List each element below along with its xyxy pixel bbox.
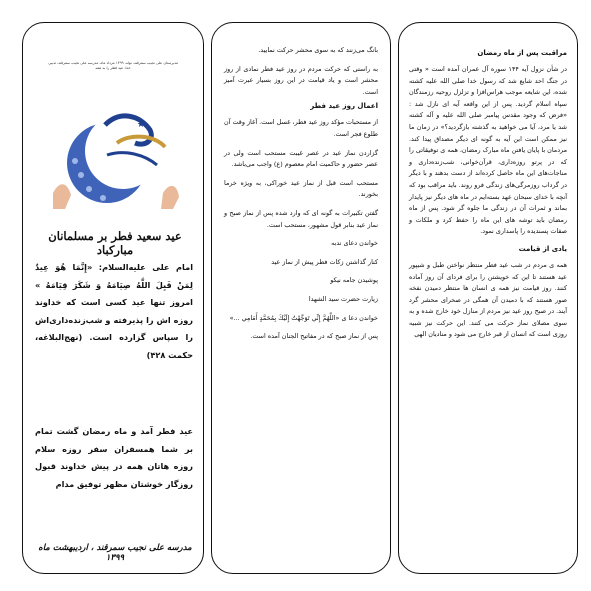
- ritual-item: پوشیدن جامه نیکو: [330, 276, 378, 285]
- banner-header-text: مدیرستان علی نجیب سمرقند، تولد، ۱۳۹۹ مرداد ماه، مدرسه علی نجیب سمرقند، تدبیر، خدا، عید فطر را به همه: [47, 61, 179, 71]
- hadith-quote: امام علی علیه‌السلام: «إِنَّمَا هُوَ عِيدٌ لِمَنْ قَبِلَ اللَّهُ صِيَامَهُ وَ شَكَرَ قِيَامَهُ » امروز تنها عید کسی است که خداوند روزه اش را پذیرفته و شب‌زنده‌داری‌اش را سپاس گزارده است. (نهج‌البلاغه، حکمت ۴۲۸): [35, 262, 193, 360]
- middle-panel: [211, 22, 391, 574]
- ritual-item: خواندن دعا ی «اللَّهُمَّ إِنِّي تَوَجَّهْتُ إِلَيْكَ بِمُحَمَّدٍ أَمَامِي ...»: [229, 313, 378, 322]
- eid-greeting-title: عید سعید فطر بر مسلمانان مبارکباد: [48, 229, 182, 257]
- eid-poem: عید فطر آمد و ماه رمضان گشت تمام بر شما همسفران سفر روزه سلام روزه هاتان همه در پیش خداوند قبول روزگار خوشتان مظهر توفیق مدام: [35, 426, 193, 489]
- eid-rituals-heading: اعمال روز عید فطر: [310, 102, 378, 111]
- resurrection-heading: یادی از قیامت: [518, 244, 567, 253]
- post-ramadan-heading: مراقبت پس از ماه رمضان: [477, 49, 567, 57]
- ritual-item: کنار گذاشتن زکات فطر پیش از نماز عید: [271, 257, 378, 266]
- ritual-item: گفتن تکبیرات به گونه ای که وارد شده پس از نماز صبح و نماز عید بنابر قول مشهور، مستحب است.: [224, 208, 378, 229]
- ritual-item: زیارت حضرت سید الشهدا: [308, 294, 378, 303]
- ritual-item: پس از نماز صبح که در مفاتیح الجنان آمده است.: [250, 332, 378, 341]
- school-signature: مدرسه علی نجیب سمرقند ، اردیبهشت ماه ۱۳۹۹: [38, 543, 192, 563]
- intro-paragraph: به راستی که حرکت مردم در روز عید فطر نمادی از روز محشر است و یاد قیامت در این روز بسیار عبرت آمیز است.: [224, 64, 378, 96]
- ritual-item: از مستحبات مؤکد روز عید فطر، غسل است. آغاز وقت آن طلوع فجر است.: [224, 118, 378, 138]
- svg-text:★: ★: [136, 120, 145, 130]
- left-panel: [22, 22, 204, 574]
- right-panel: [398, 22, 578, 574]
- eid-calligraphy-illustration: [45, 85, 185, 223]
- resurrection-paragraph: همه ی مردم در شب عید فطر منتظر نواختن طبل و شیپور عید هستند تا این که خویشتن را برای فردای آن روز آماده کنند. روز قیامت نیز همه ی انسان ها منتظر دمیدن نفخه صور هستند که با دمیدن آن همگی در صحرای محشر گرد آیند. در صبح روز عید نیز مردم از منازل خود خارج شده و به سوی مصلای نماز حرکت می کنند. این حرکت نیز شبیه روزی است که انسان از قبر خارج می شود و منادیان الهی: [409, 260, 567, 339]
- post-ramadan-paragraph: در شأن نزول آیه ۱۴۴ سوره آل عمران آمده است « وقتی در جنگ احد شایع شد که رسول خدا صلی الله علیه کشته شده، این شایعه موجب هراس‌افزا و تزلزل روحیه رزمندگان سپاه اسلام گردید. پس از این واقعه آیه ای نازل شد : «فرض که وجود مقدس پیامبر صلی الله علیه و آله کشته شد یا مرد، آیا می خواهید به گذشته بازگردید؟» در زمان ما نیز ممکن است این آیه به گونه ای دیگر مصداق پیدا کند. مردمان با پایان یافتن ماه مبارک رمضان، همه ی توفیقاتی را که در پرتو روزه‌داری، قرآن‌خوانی، شب‌زنده‌داری و مناجات‌های این ماه حاصل کرده‌اند از دست بدهند و با دیگر در گرداب روزمرگی‌های زندگی فرو روند. باید مراقب بود که آنچه با خدای سبحان عهد بسته‌ایم در ماه های دیگر نیز پایدار بماند و ثمرات آن در زندگی ما جلوه گر شود. پس از ماه رمضان باید توشه های این ماه را حفظ کرد و ملکات و صفات پسندیده را پاسداری نمود.: [409, 65, 567, 236]
- ritual-item: مستحب است قبل از نماز عید خوراکی، به ویژه خرما بخورند.: [224, 178, 378, 199]
- ritual-item: خواندن دعای ندبه: [331, 239, 378, 248]
- intro-line: بانگ می‌زنند که به سوی محشر حرکت نمایید.: [258, 46, 378, 54]
- ritual-item: گزاردن نماز عید در عصر غیبت مستحب است ولی در عصر حضور و حاکمیت امام معصوم (ع) واجب می‌باشد.: [224, 148, 378, 169]
